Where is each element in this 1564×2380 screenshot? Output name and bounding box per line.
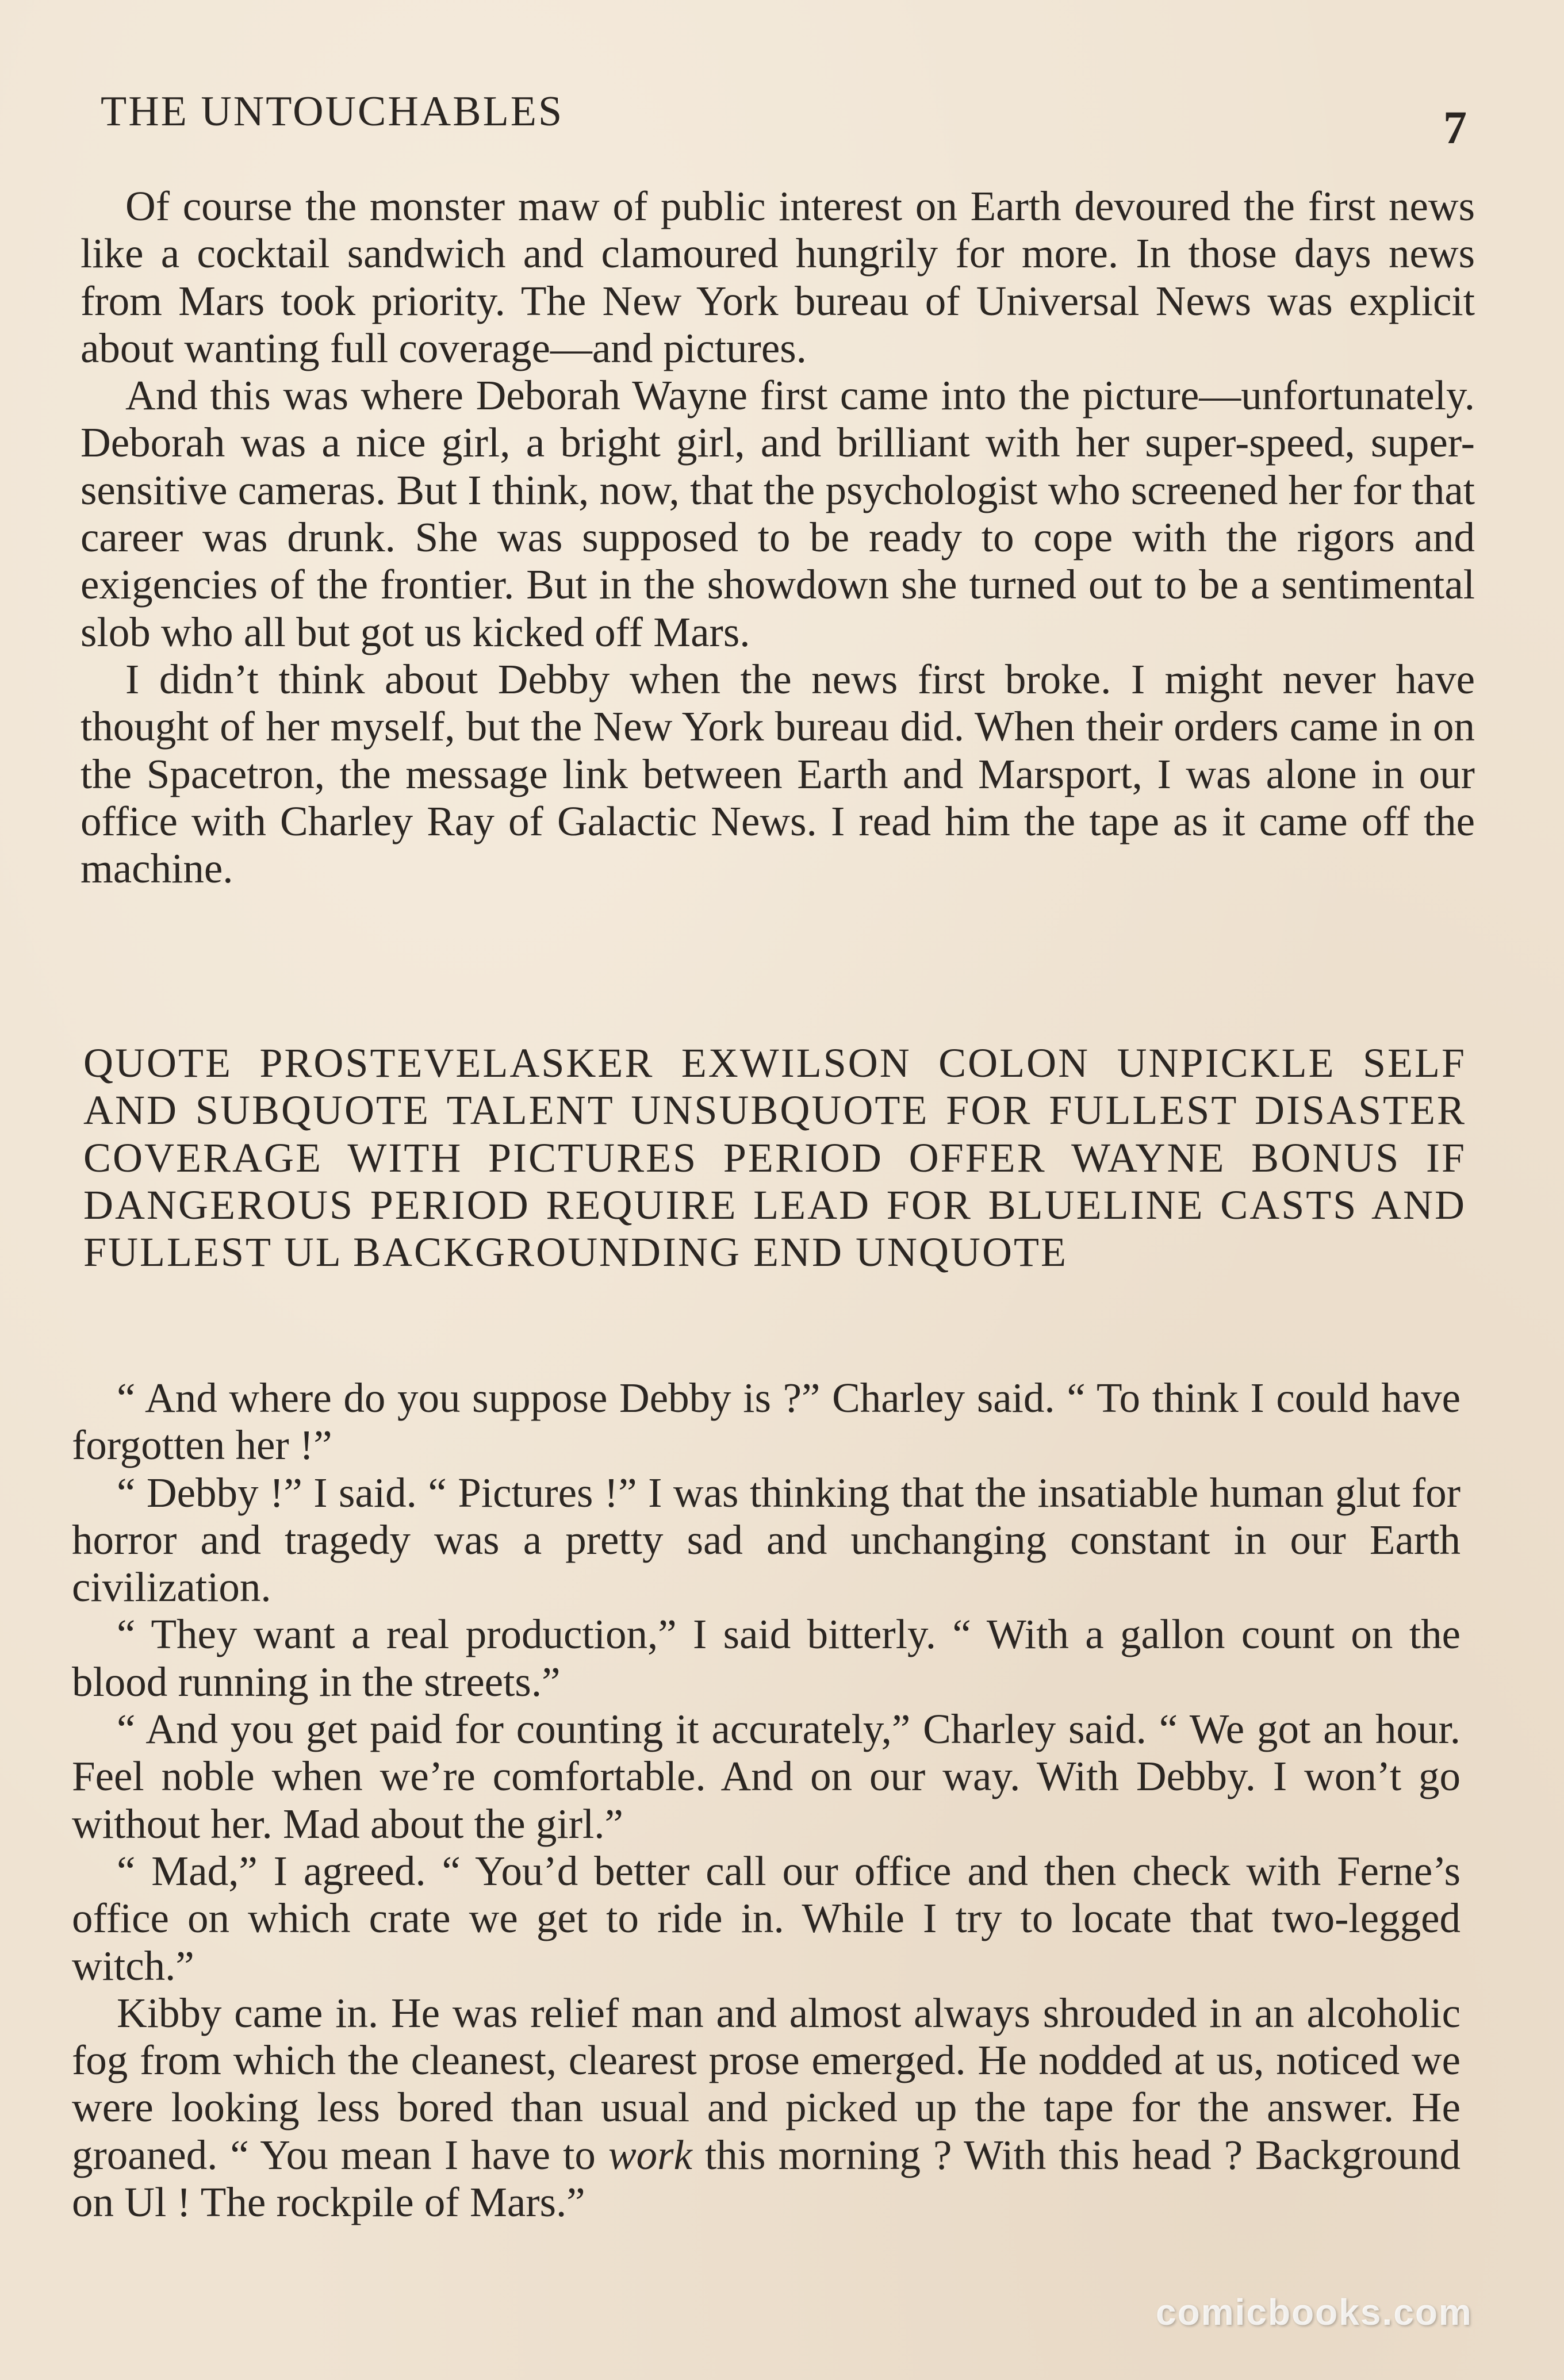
- paragraph: “ They want a real production,” I said bitterly. “ With a gallon count on the blood running in the streets.”: [72, 1611, 1460, 1705]
- paragraph: “ And you get paid for counting it accurately,” Charley said. “ We got an hour. Feel noble when we’re comfortable. And on our way. With Debby. I won’t go without her. Mad about the girl.”: [72, 1706, 1460, 1847]
- dialogue-block: [72, 1375, 1460, 2226]
- narrative-block: [80, 183, 1475, 892]
- paragraph: “ And where do you suppose Debby is ?” Charley said. “ To think I could have forgotten her !”: [72, 1375, 1460, 1469]
- page-number: 7: [1443, 101, 1467, 153]
- watermark: comicbooks.com: [1156, 2291, 1473, 2333]
- paragraph-text: this morning ? With this head ? Background on Ul ! The rockpile of Mars.”: [72, 2131, 1460, 2226]
- paragraph: Of course the monster maw of public interest on Earth devoured the first news like a cocktail sandwich and clamoured hungrily for more. In those days news from Mars took priority. The New York bureau of Universal News was explicit about wanting full coverage—and pictures.: [80, 183, 1475, 371]
- telegram-message: QUOTE PROSTEVELASKER EXWILSON COLON UNPICKLE SELF AND SUBQUOTE TALENT UNSUBQUOTE FOR FULLEST DISASTER COVERAGE WITH PICTURES PERIOD OFFER WAYNE BONUS IF DANGEROUS PERIOD REQUIRE LEAD FOR BLUELINE CASTS AND FULLEST UL BACKGROUNDING END UNQUOTE: [83, 1040, 1466, 1276]
- paragraph: And this was where Deborah Wayne first came into the picture—unfortunately. Deborah was a nice girl, a bright girl, and brilliant with her super-speed, super-sensitive cameras. But I think, now, that the psychologist who screened her for that career was drunk. She was supposed to be ready to cope with the rigors and exigencies of the frontier. But in the showdown she turned out to be a sentimental slob who all but got us kicked off Mars.: [80, 372, 1475, 655]
- paragraph: “ Mad,” I agreed. “ You’d better call our office and then check with Ferne’s office on which crate we get to ride in. While I try to locate that two-legged witch.”: [72, 1847, 1460, 1989]
- emphasis-word: work: [608, 2131, 692, 2178]
- paragraph-text: Kibby came in. He was relief man and almost always shrouded in an alcoholic fog from which the cleanest, clearest prose emerged. He nodded at us, noticed we were looking less bored than usual and picked up the tape for the answer. He groaned. “ You mean I have to: [72, 1989, 1460, 2178]
- running-head: THE UNTOUCHABLES: [101, 88, 564, 135]
- paragraph: [72, 1990, 1460, 2226]
- paragraph: “ Debby !” I said. “ Pictures !” I was thinking that the insatiable human glut for horror and tragedy was a pretty sad and unchanging constant in our Earth civilization.: [72, 1469, 1460, 1611]
- paragraph: I didn’t think about Debby when the news first broke. I might never have thought of her myself, but the New York bureau did. When their orders came in on the Spacetron, the message link between Earth and Marsport, I was alone in our office with Charley Ray of Galactic News. I read him the tape as it came off the machine.: [80, 655, 1475, 892]
